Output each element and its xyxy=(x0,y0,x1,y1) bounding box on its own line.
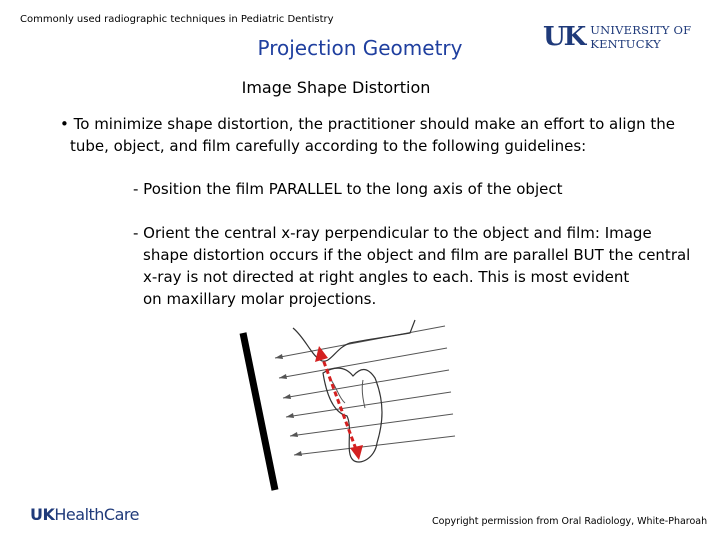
guideline-2-line-2: shape distortion occurs if the object and film are parallel BUT the central xyxy=(143,246,691,264)
bullet-line-1: To minimize shape distortion, the practitioner should make an effort to align the xyxy=(73,115,675,133)
copyright-note: Copyright permission from Oral Radiology, White-Pharoah xyxy=(432,516,708,527)
guideline-2-line-1: - Orient the central x-ray perpendicular to the object and film: Image xyxy=(133,224,652,242)
intro-bullet xyxy=(60,113,700,157)
slide-subtitle: Image Shape Distortion xyxy=(241,78,431,97)
uk-healthcare-logo xyxy=(30,505,139,524)
guideline-2-line-3: x-ray is not directed at right angles to each. This is most evident xyxy=(143,268,630,286)
bullet-marker: • xyxy=(60,115,69,133)
maxilla-outline xyxy=(293,320,415,361)
x-ray-arrowheads xyxy=(275,354,302,456)
uk-logo-text: UNIVERSITY OF KENTUCKY xyxy=(590,23,692,51)
film-bar xyxy=(243,333,275,490)
uk-healthcare-logo-text: HealthCare xyxy=(54,505,139,524)
guideline-1: - Position the film PARALLEL to the long axis of the object xyxy=(133,180,563,198)
guideline-2-line-4: on maxillary molar projections. xyxy=(143,290,377,308)
x-ray-lines xyxy=(275,326,455,455)
distortion-arrow-head-bottom xyxy=(350,445,363,460)
course-header-note: Commonly used radiographic techniques in Pediatric Dentistry xyxy=(20,14,334,25)
slide-title: Projection Geometry xyxy=(257,36,463,60)
uk-logo-mark: UK xyxy=(543,22,585,52)
uk-healthcare-logo-uk: UK xyxy=(30,505,55,524)
distortion-illustration xyxy=(235,318,460,498)
bullet-line-2: tube, object, and film carefully according to the following guidelines: xyxy=(70,137,587,155)
guideline-2 xyxy=(133,222,693,310)
